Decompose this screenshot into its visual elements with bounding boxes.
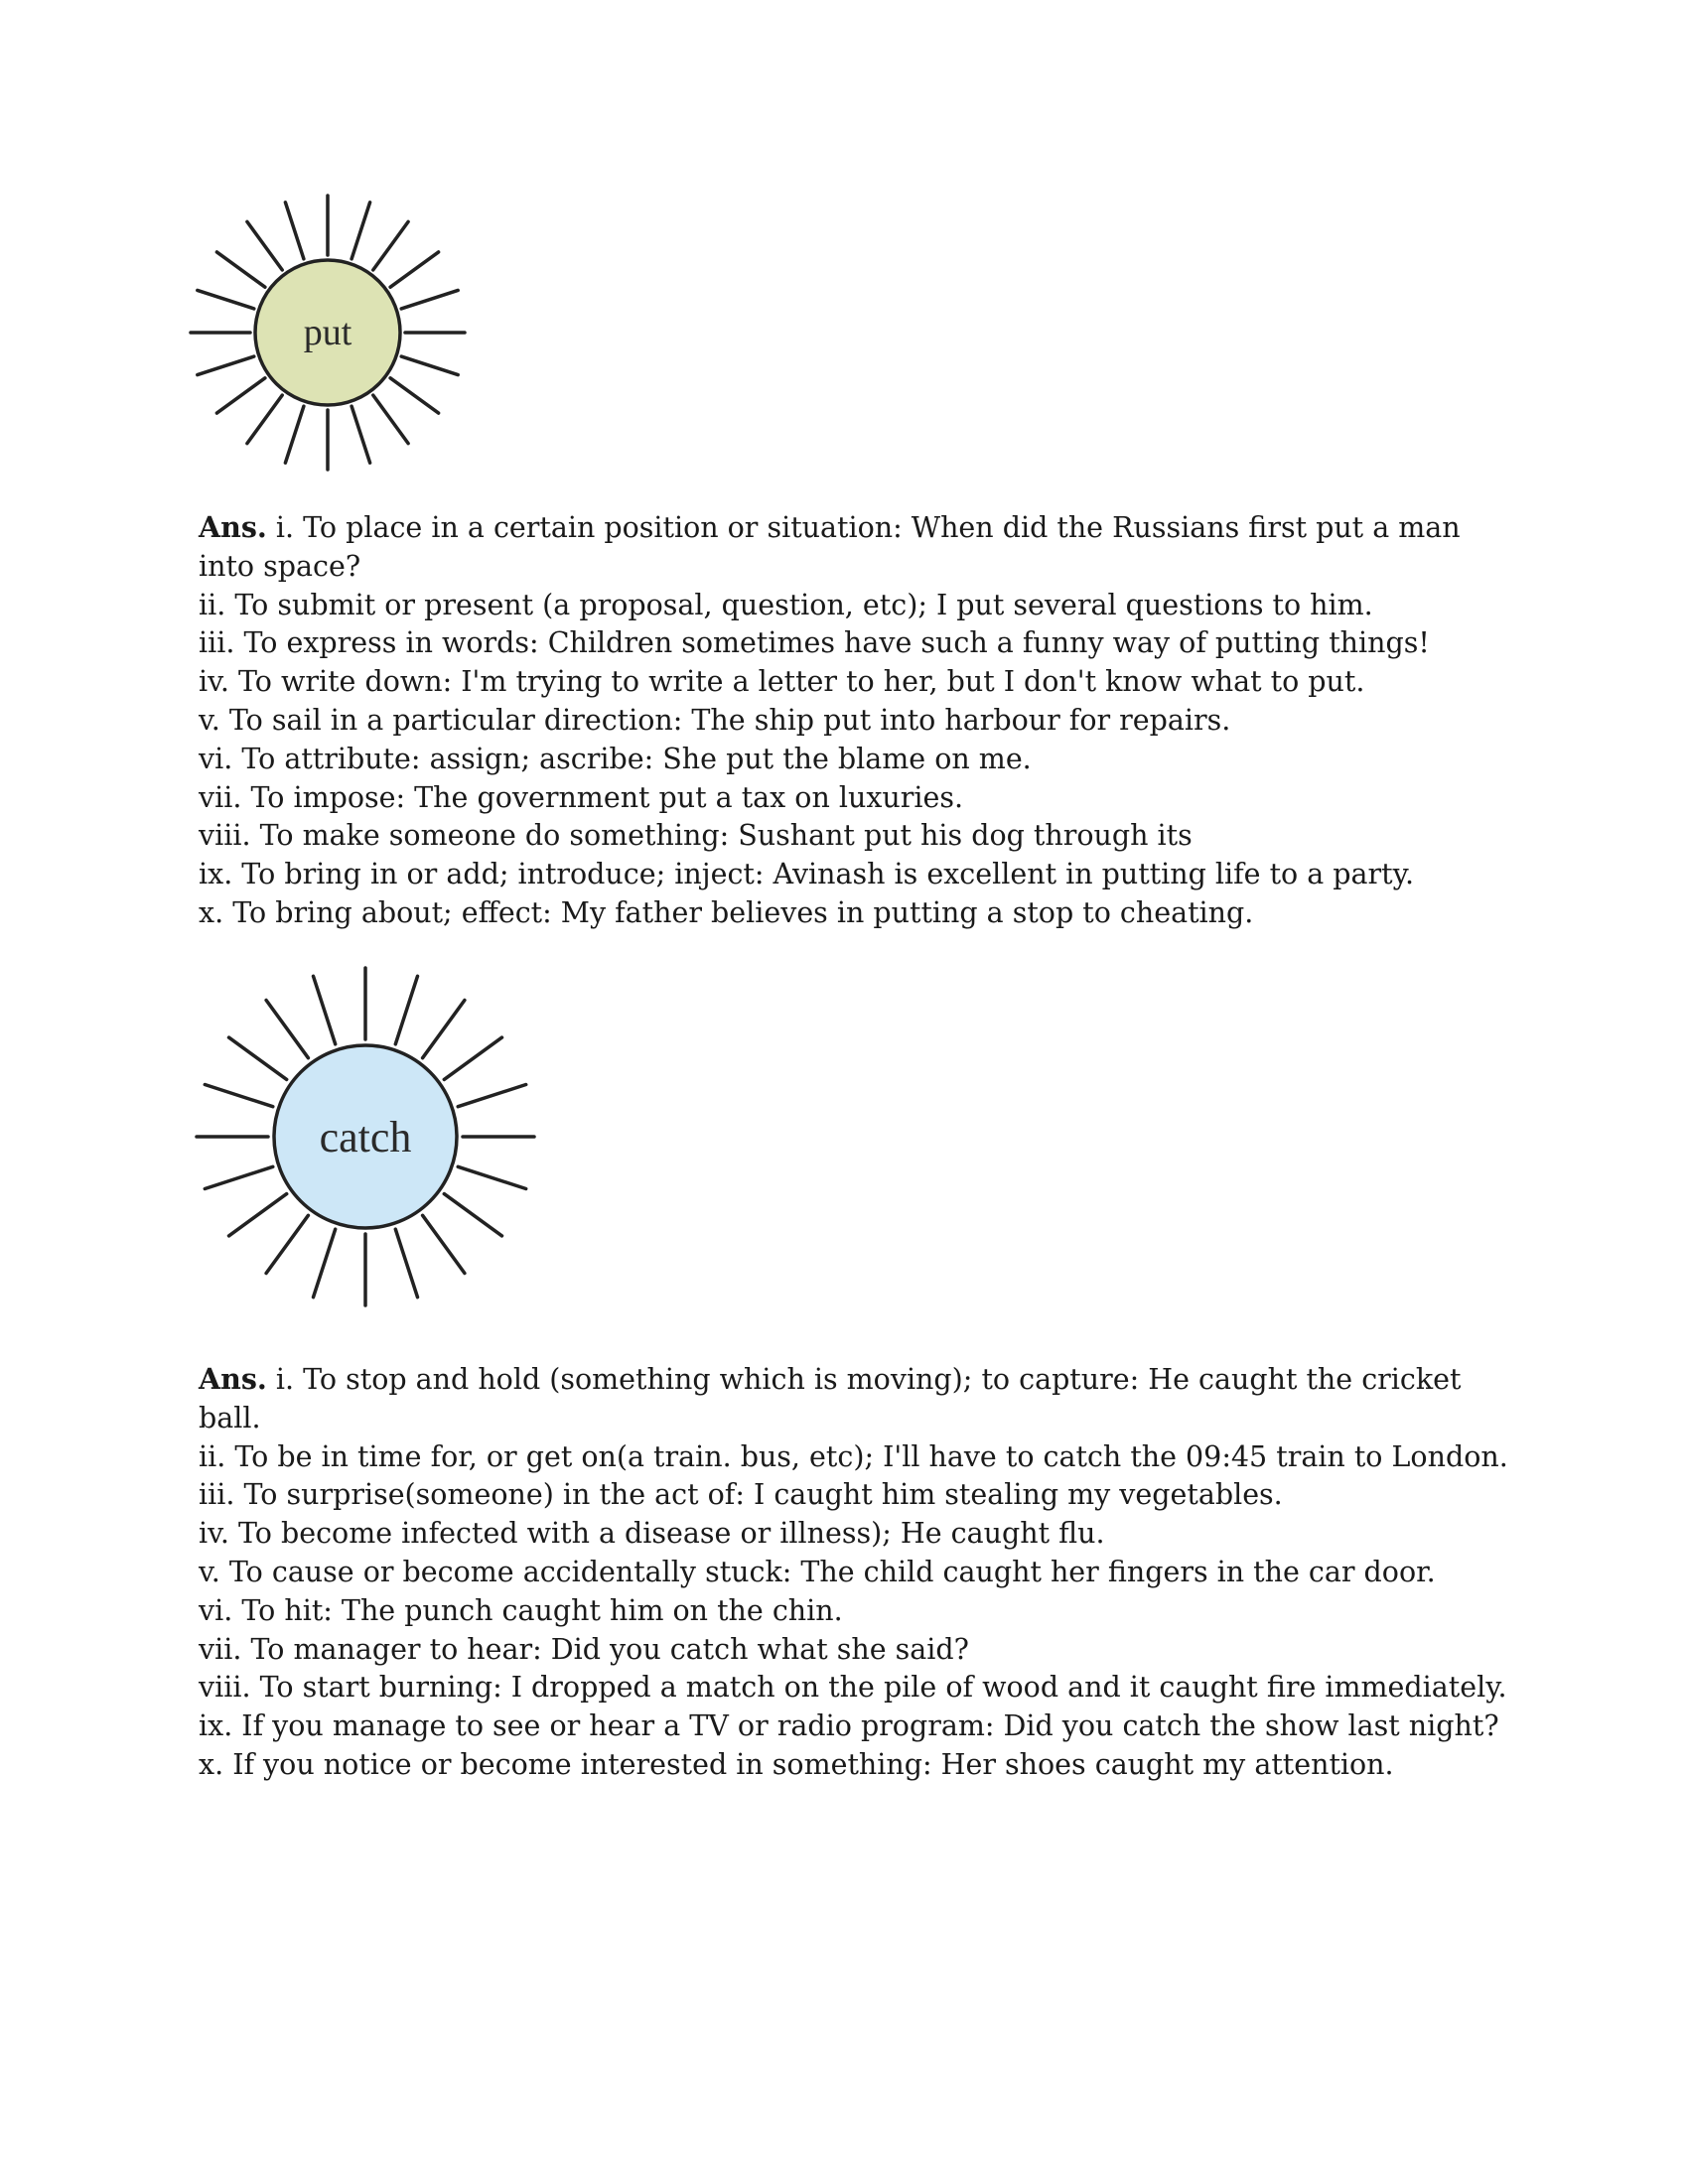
sun-ray xyxy=(352,203,370,259)
answer-block-catch xyxy=(199,1360,1519,1785)
sun-ray xyxy=(247,395,282,444)
answer-item: i. To place in a certain position or situation: When did the Russians first put a man into space? xyxy=(199,511,1461,583)
sun-diagram-catch-graphic xyxy=(194,963,541,1310)
sun-ray xyxy=(395,976,417,1044)
sun-ray xyxy=(314,976,336,1044)
sun-diagram-put xyxy=(194,194,467,467)
answer-item: iv. To become infected with a disease or illness); He caught flu. xyxy=(199,1517,1105,1551)
sun-ray xyxy=(198,356,254,375)
sun-ray xyxy=(198,290,254,309)
sun-ray xyxy=(373,221,408,270)
sun-ray xyxy=(390,378,439,413)
answer-item: viii. To start burning: I dropped a match on the pile of wood and it caught fire immediately. xyxy=(199,1671,1507,1705)
sun-ray xyxy=(444,1037,501,1079)
answer-item: ix. If you manage to see or hear a TV or radio program: Did you catch the show last night? xyxy=(199,1709,1499,1743)
answer-item: iii. To surprise(someone) in the act of: I caught him stealing my vegetables. xyxy=(199,1478,1283,1512)
answer-item: ii. To be in time for, or get on(a train. bus, etc); I'll have to catch the 09:45 train to London. xyxy=(199,1439,1508,1473)
sun-ray xyxy=(216,378,265,413)
sun-ray xyxy=(395,1229,417,1297)
sun-ray xyxy=(229,1194,287,1236)
sun-ray xyxy=(266,1001,308,1058)
sun-ray xyxy=(458,1085,526,1107)
answer-first-line xyxy=(199,1360,1519,1438)
answer-item: vii. To manager to hear: Did you catch what she said? xyxy=(199,1632,969,1666)
answer-item: vii. To impose: The government put a tax on luxuries. xyxy=(199,780,964,814)
sun-ray xyxy=(229,1037,287,1079)
sun-ray xyxy=(458,1166,526,1188)
sun-ray xyxy=(390,252,439,287)
answer-item: iv. To write down: I'm trying to write a letter to her, but I don't know what to put. xyxy=(199,665,1365,699)
sun-word-catch: catch xyxy=(319,1113,412,1161)
answer-item: viii. To make someone do something: Sushant put his dog through its xyxy=(199,819,1193,853)
answer-item: vi. To attribute: assign; ascribe: She put the blame on me. xyxy=(199,742,1032,775)
sun-ray xyxy=(423,1001,465,1058)
answer-first-line xyxy=(199,508,1519,587)
sun-diagram-catch xyxy=(194,963,541,1310)
answer-item: v. To cause or become accidentally stuck: The child caught her fingers in the car door. xyxy=(199,1555,1436,1588)
sun-ray xyxy=(314,1229,336,1297)
answer-item: iii. To express in words: Children sometimes have such a funny way of putting things! xyxy=(199,626,1430,660)
sun-ray xyxy=(285,406,304,463)
sun-ray xyxy=(216,252,265,287)
answer-item: x. To bring about; effect: My father believes in putting a stop to cheating. xyxy=(199,895,1254,929)
ans-label: Ans. xyxy=(199,510,267,544)
sun-ray xyxy=(205,1085,272,1107)
answer-item: x. If you notice or become interested in something: Her shoes caught my attention. xyxy=(199,1747,1394,1781)
answer-item: vi. To hit: The punch caught him on the chin. xyxy=(199,1593,843,1627)
answer-item: ii. To submit or present (a proposal, question, etc); I put several questions to him. xyxy=(199,588,1373,621)
sun-ray xyxy=(247,221,282,270)
sun-ray xyxy=(373,395,408,444)
sun-ray xyxy=(401,290,458,309)
sun-word-put: put xyxy=(303,312,352,353)
sun-ray xyxy=(444,1194,501,1236)
sun-ray xyxy=(401,356,458,375)
sun-ray xyxy=(205,1166,272,1188)
sun-ray xyxy=(352,406,370,463)
sun-ray xyxy=(266,1215,308,1273)
answer-item: ix. To bring in or add; introduce; inject: Avinash is excellent in putting life to a party. xyxy=(199,858,1414,891)
sun-ray xyxy=(285,203,304,259)
sun-diagram-put-graphic xyxy=(194,194,467,467)
ans-label: Ans. xyxy=(199,1362,267,1396)
answer-item: i. To stop and hold (something which is moving); to capture: He caught the cricket ball. xyxy=(199,1363,1462,1434)
answer-item: v. To sail in a particular direction: The ship put into harbour for repairs. xyxy=(199,703,1231,737)
sun-ray xyxy=(423,1215,465,1273)
answer-block-put xyxy=(199,508,1519,933)
